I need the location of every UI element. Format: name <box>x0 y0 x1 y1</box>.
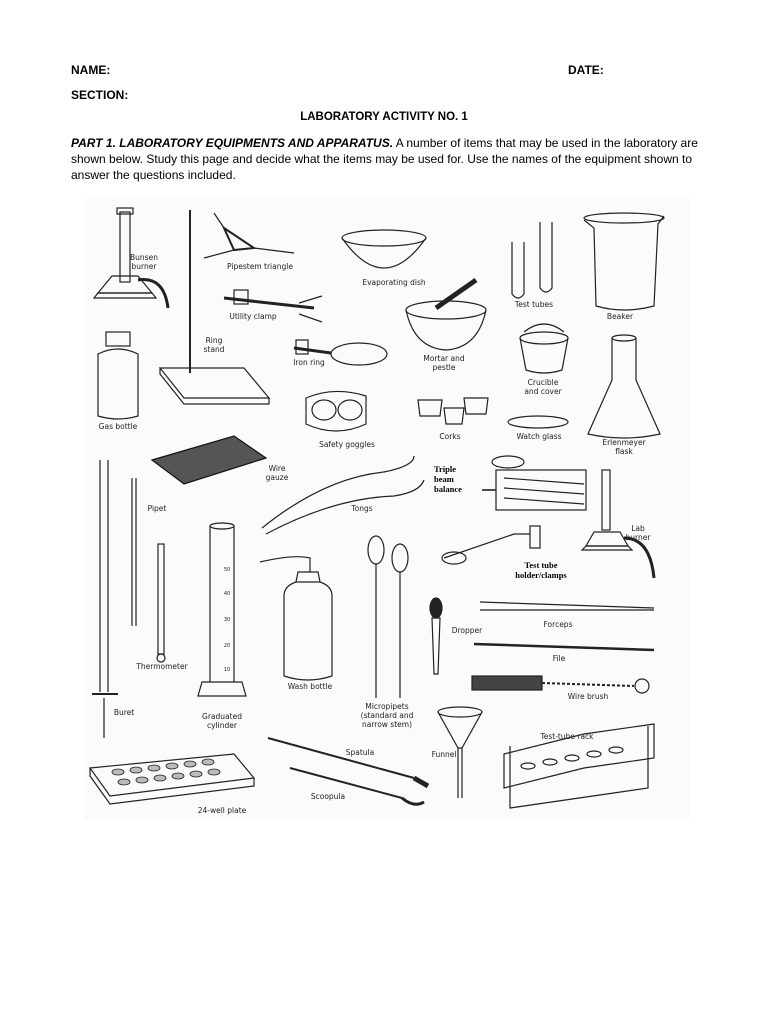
label-wire-brush: Wire brush <box>567 692 609 701</box>
label-beaker: Beaker <box>606 312 634 321</box>
label-test-tube-holder: Test tube holder/clamps <box>515 560 567 580</box>
label-gas-bottle: Gas bottle <box>98 422 138 431</box>
label-corks: Corks <box>439 432 461 441</box>
label-bunsen-burner: Bunsen burner <box>130 253 158 271</box>
name-label: NAME: <box>71 63 111 77</box>
intro-text: A number of items that may be used in the laboratory are shown below. Study this page and decide what the items may be used for. Use the names of the equipment shown to answer the questions included. <box>71 136 698 182</box>
label-ring-stand: Ring stand <box>203 336 225 354</box>
label-watch-glass: Watch glass <box>516 432 562 441</box>
ring-stand-drawing <box>160 210 269 404</box>
label-iron-ring: Iron ring <box>293 358 325 367</box>
label-dropper: Dropper <box>451 626 483 635</box>
label-utility-clamp: Utility clamp <box>229 312 277 321</box>
label-funnel: Funnel <box>431 750 457 759</box>
label-pipet: Pipet <box>147 504 167 513</box>
label-well-plate: 24-well plate <box>197 806 247 815</box>
well-plate-drawing <box>90 754 254 804</box>
label-file: File <box>552 654 566 663</box>
label-wire-gauze: Wire gauze <box>265 464 289 482</box>
wire-gauze-drawing <box>152 436 266 484</box>
safety-goggles-drawing <box>306 391 366 431</box>
intro-paragraph <box>71 135 701 183</box>
cylinder-scale-40: 40 <box>223 591 231 597</box>
label-mortar-pestle: Mortar and pestle <box>423 354 465 372</box>
erlenmeyer-flask-drawing <box>588 335 660 438</box>
buret-drawing <box>92 460 118 738</box>
triple-beam-balance-drawing <box>482 456 586 510</box>
activity-title: LABORATORY ACTIVITY NO. 1 <box>300 111 468 123</box>
test-tubes-drawing <box>512 222 552 298</box>
label-crucible-cover: Crucible and cover <box>524 378 562 396</box>
watch-glass-drawing <box>508 416 568 428</box>
label-graduated-cylinder: Graduated cylinder <box>202 712 242 730</box>
file-drawing <box>474 644 654 650</box>
label-test-tubes: Test tubes <box>514 300 554 309</box>
label-safety-goggles: Safety goggles <box>319 440 375 449</box>
lab-equipment-figure <box>84 198 690 820</box>
label-buret: Buret <box>113 708 135 717</box>
label-evaporating-dish: Evaporating dish <box>362 278 426 287</box>
beaker-drawing <box>584 213 664 310</box>
label-wash-bottle: Wash bottle <box>287 682 333 691</box>
pipet-drawing <box>132 478 136 626</box>
label-erlenmeyer-flask: Erlenmeyer flask <box>602 438 646 456</box>
label-test-tube-rack: Test-tube rack <box>540 732 594 741</box>
thermometer-drawing <box>157 544 165 662</box>
cylinder-scale-10: 10 <box>223 667 231 673</box>
label-lab-burner: Lab burner <box>625 524 651 542</box>
label-scoopula: Scoopula <box>310 792 346 801</box>
forceps-drawing <box>480 602 654 610</box>
intro-lead: PART 1. LABORATORY EQUIPMENTS AND APPARATUS. <box>71 136 394 150</box>
label-pipestem-triangle: Pipestem triangle <box>227 262 293 271</box>
mortar-pestle-drawing <box>406 280 486 350</box>
cylinder-scale-20: 20 <box>223 643 231 649</box>
label-triple-beam-balance: Triple beam balance <box>434 464 462 494</box>
dropper-drawing <box>430 598 442 674</box>
gas-bottle-drawing <box>98 332 138 419</box>
date-label: DATE: <box>568 63 604 77</box>
wire-brush-drawing <box>472 676 649 693</box>
spatula-drawing <box>268 738 428 786</box>
label-micropipets: Micropipets (standard and narrow stem) <box>360 702 414 729</box>
cylinder-scale-30: 30 <box>223 617 231 623</box>
corks-drawing <box>418 398 488 424</box>
test-tube-holder-drawing <box>442 526 540 564</box>
wash-bottle-drawing <box>260 557 332 680</box>
label-tongs: Tongs <box>351 504 373 513</box>
section-label: SECTION: <box>71 88 129 102</box>
evaporating-dish-drawing <box>342 230 426 268</box>
label-forceps: Forceps <box>543 620 573 629</box>
pipestem-triangle-drawing <box>204 213 294 258</box>
label-thermometer: Thermometer <box>136 662 188 671</box>
cylinder-scale-50: 50 <box>223 567 231 573</box>
label-spatula: Spatula <box>345 748 375 757</box>
micropipets-drawing <box>368 536 408 698</box>
crucible-drawing <box>520 324 568 373</box>
